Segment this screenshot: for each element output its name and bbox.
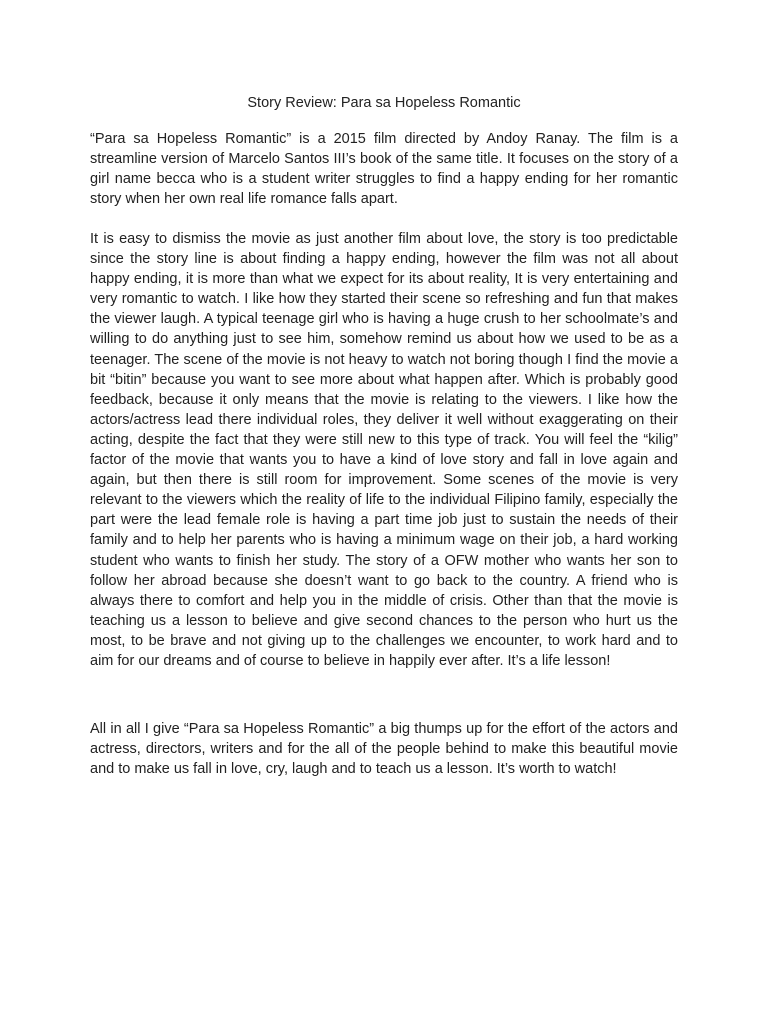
paragraph-intro: “Para sa Hopeless Romantic” is a 2015 film directed by Andoy Ranay. The film is a streamline version of Marcelo Santos III’s book of the same title. It focuses on the story of a girl name becca who is a student writer struggles to find a happy ending for her romantic story when her own real life romance falls apart. (90, 131, 678, 208)
document-title: Story Review: Para sa Hopeless Romantic (247, 95, 521, 111)
paragraph-review: It is easy to dismiss the movie as just another film about love, the story is too predictable since the story line is about finding a happy ending, however the film was not all about happy ending, it is more than what we expect for its about reality, It is very entertaining and very romantic to watch. I like how they started their scene so refreshing and fun that makes the viewer laugh. A typical teenage girl who is having a huge crush to her schoolmate’s and willing to do anything just to see him, somehow remind us about how we used to be as a teenager. The scene of the movie is not heavy to watch not boring though I find the movie a bit “bitin” because you want to see more about what happen after. Which is probably good feedback, because it only means that the movie is relating to the viewers. I like how the actors/actress lead there individual roles, they deliver it well without exaggerating on their acting, despite the fact that they were still new to this type of track. You will feel the “kilig” factor of the movie that wants you to have a kind of love story and fall in love again and again, but then there is still room for improvement. Some scenes of the movie is very relevant to the viewers which the reality of life to the individual Filipino family, especially the part were the lead female role is having a part time job just to sustain the needs of their family and to help her parents who is having a minimum wage on their job, a hard working student who wants to finish her study. The story of a OFW mother who wants her son to follow her abroad because she doesn’t want to go back to the country. A friend who is always there to comfort and help you in the middle of crisis. Other than that the movie is teaching us a lesson to believe and give second chances to the person who hurt us the most, to be brave and not giving up to the challenges we encounter, to work hard and to aim for our dreams and of course to believe in happily ever after. It’s a life lesson! (90, 231, 678, 669)
paragraph-conclusion: All in all I give “Para sa Hopeless Romantic” a big thumps up for the effort of the actors and actress, directors, writers and for the all of the people behind to make this beautiful movie and to make us fall in love, cry, laugh and to teach us a lesson. It’s worth to watch! (90, 721, 678, 778)
